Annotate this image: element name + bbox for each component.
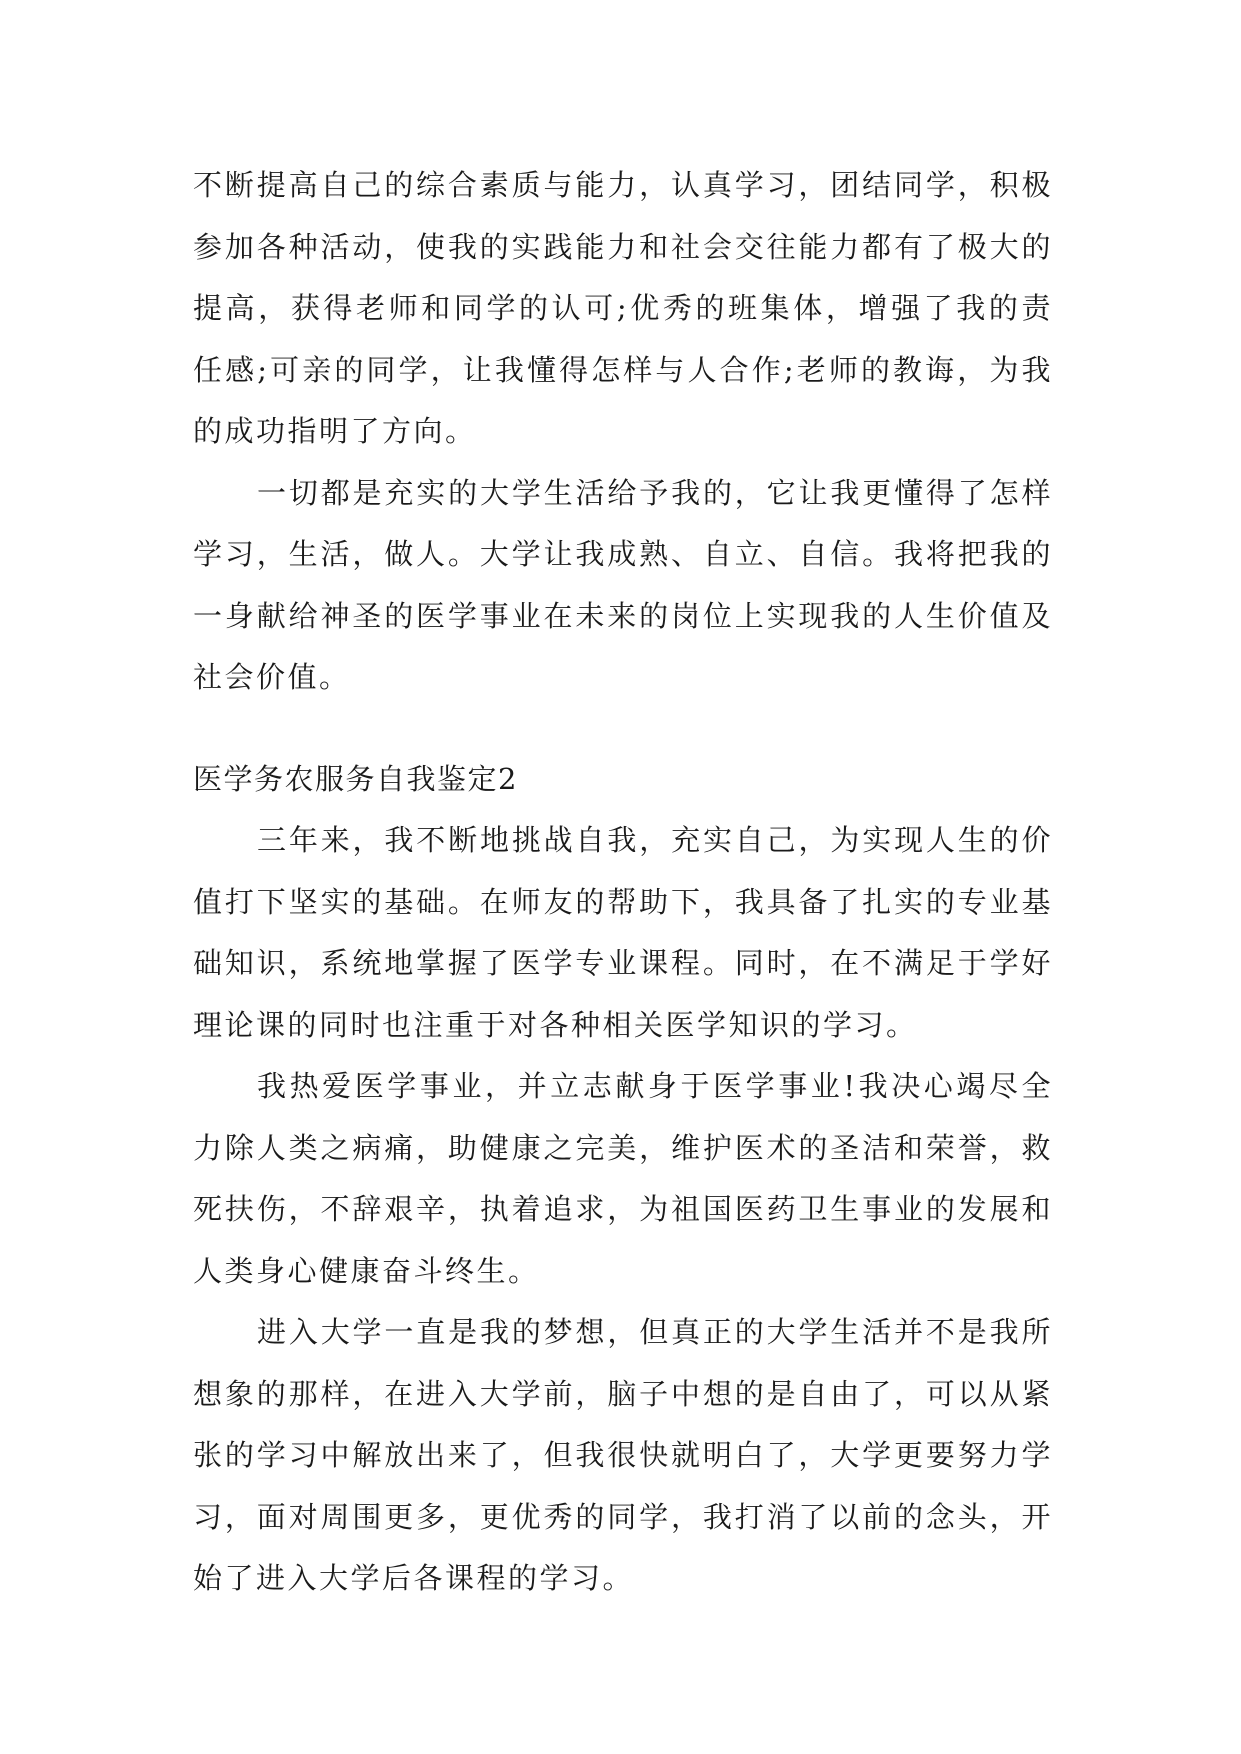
section-heading: 医学务农服务自我鉴定2: [193, 761, 518, 796]
paragraph: 进入大学一直是我的梦想，但真正的大学生活并不是我所想象的那样，在进入大学前，脑子中想的是自由了，可以从紧张的学习中解放出来了，但我很快就明白了，大学更要努力学习，面对周围更多，更优秀的同学，我打消了以前的念头，开始了进入大学后各课程的学习。: [193, 1315, 1053, 1595]
paragraph-continued: 不断提高自己的综合素质与能力，认真学习，团结同学，积极参加各种活动，使我的实践能力和社会交往能力都有了极大的提高，获得老师和同学的认可;优秀的班集体，增强了我的责任感;可亲的同学，让我懂得怎样与人合作;老师的教诲，为我的成功指明了方向。: [193, 168, 1053, 448]
document-body: [193, 155, 1053, 1610]
paragraph: 我热爱医学事业，并立志献身于医学事业!我决心竭尽全力除人类之病痛，助健康之完美，维护医术的圣洁和荣誉，救死扶伤，不辞艰辛，执着追求，为祖国医药卫生事业的发展和人类身心健康奋斗终生。: [193, 1069, 1053, 1288]
paragraph: 一切都是充实的大学生活给予我的，它让我更懂得了怎样学习，生活，做人。大学让我成熟、自立、自信。我将把我的一身献给神圣的医学事业在未来的岗位上实现我的人生价值及社会价值。: [193, 475, 1053, 694]
paragraph: 三年来，我不断地挑战自我，充实自己，为实现人生的价值打下坚实的基础。在师友的帮助下，我具备了扎实的专业基础知识，系统地掌握了医学专业课程。同时，在不满足于学好理论课的同时也注重于对各种相关医学知识的学习。: [193, 823, 1053, 1042]
